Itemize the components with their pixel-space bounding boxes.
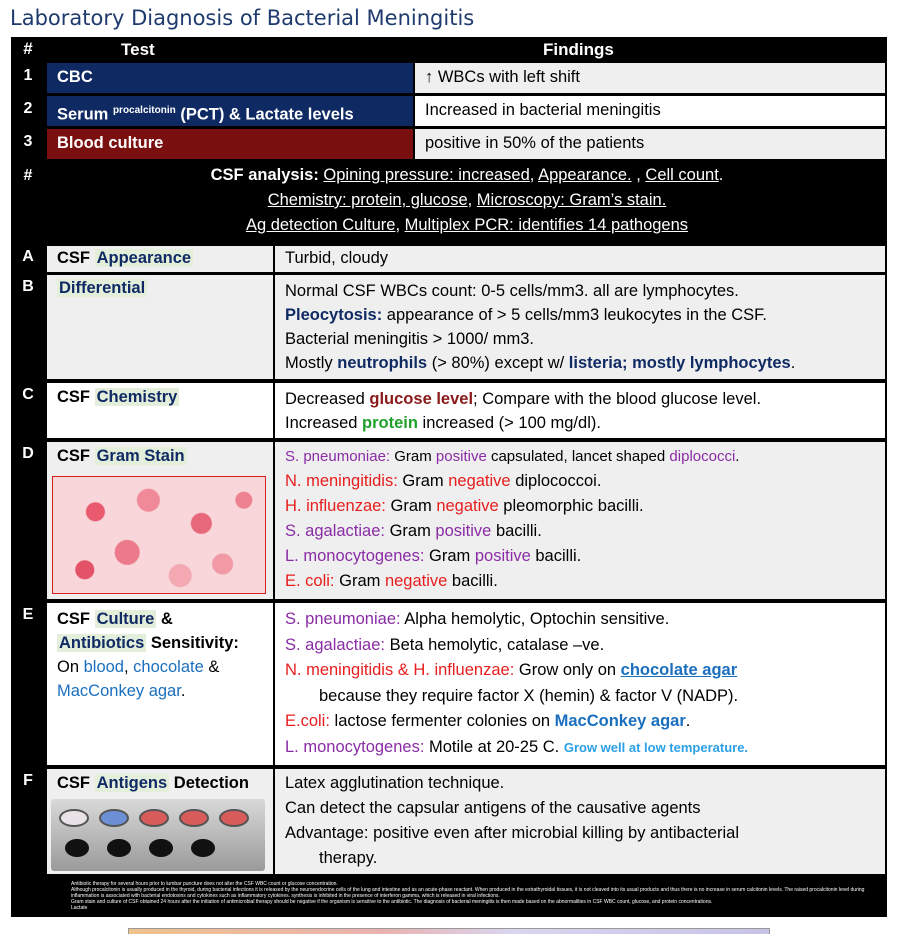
row-num: 3 [23, 133, 33, 150]
test-differential: Differential [47, 275, 273, 379]
row-d [11, 442, 887, 599]
test-blood-culture: Blood culture [47, 129, 413, 159]
test-gram-stain: CSF Gram Stain [47, 442, 273, 599]
latex-agglutination-card [51, 799, 265, 871]
finding-gram-stain: S. pneumoniae: Gram positive capsulated, lancet shaped diplococci. N. meningitidis: Gram negative diplococcoi. H. influenzae: Gram negative pleomorphic bacilli. S. agalactiae: Gram positive bacilli. L. monocytogenes: Gram positive bacilli. E. coli: Gram negative bacilli. [275, 442, 885, 599]
row-num: # [23, 167, 33, 184]
finding-appearance: Turbid, cloudy [275, 246, 885, 272]
row-num: B [22, 278, 34, 295]
row-f [11, 769, 887, 874]
test-cbc: CBC [47, 63, 413, 93]
finding-cbc: ↑ WBCs with left shift [415, 63, 885, 93]
row-num: D [22, 445, 34, 462]
page-title: Laboratory Diagnosis of Bacterial Meningitis [10, 6, 475, 30]
test-appearance: CSF Appearance [47, 246, 273, 272]
row-csf-analysis [11, 163, 887, 242]
header-findings: Findings [543, 40, 614, 59]
row-num: C [22, 386, 34, 403]
finding-antigens: Latex agglutination technique. Can detect the capsular antigens of the causative agents Advantage: positive even after microbial killing by antibacterial therapy. [275, 769, 885, 874]
next-figure-strip [128, 928, 770, 934]
row-cbc [11, 63, 887, 93]
finding-blood-culture: positive in 50% of the patients [415, 129, 885, 159]
header-num: # [23, 39, 33, 58]
footnote: Antibiotic therapy for several hours prior to lumbar puncture does not alter the CSF WBC count or glucose concentration. Although procalcitonin is usually produced in the thyroid, during bacterial infections it is released by the neuroendocrine cells of the lung and intestine and as an acute-phase reactant. When produced in the extrathyroidal tissues, it is not cleaved into its usual products and thus there is no increase in serum calcitonin levels. The raised procalcitonin level during inflammation is associated with bacterial endotoxins and cytokines such as inflammatory cytokines. synthesis is inhibited in the presence of interferon gamma, which is released in viral infections. Gram stain and culture of CSF obtained 24 hours after the initiation of antimicrobial therapy should be negative if the organism is sensitive to the antibiotic. The diagnosis of bacterial meningitis is then made based on the abnormalities in CSF WBC count, glucose, and protein concentrations. Lactate [71, 881, 865, 911]
gram-stain-micrograph [52, 476, 266, 594]
row-num: 1 [23, 67, 33, 84]
row-blood-culture [11, 129, 887, 159]
diagnosis-table [11, 37, 887, 917]
row-e [11, 603, 887, 765]
row-b [11, 275, 887, 379]
csf-analysis-summary: CSF analysis: Opining pressure: increased, Appearance. , Cell count. Chemistry: protein, glucose, Microscopy: Gram’s stain. Ag detection Culture, Multiplex PCR: identifies 14 pathogens [210, 166, 724, 234]
row-a [11, 246, 887, 272]
row-c [11, 383, 887, 438]
row-pct [11, 96, 887, 126]
test-antigens: CSF Antigens Detection [47, 769, 273, 874]
row-num: E [22, 606, 34, 623]
row-num: F [23, 772, 33, 789]
test-culture: CSF Culture & Antibiotics Sensitivity: On blood, chocolate & MacConkey agar. [47, 603, 273, 765]
test-chemistry: CSF Chemistry [47, 383, 273, 438]
table-header [11, 37, 887, 59]
finding-differential: Normal CSF WBCs count: 0-5 cells/mm3. all are lymphocytes. Pleocytosis: appearance of > 5 cells/mm3 leukocytes in the CSF. Bacterial meningitis > 1000/ mm3. Mostly neutrophils (> 80%) except w/ listeria; mostly lymphocytes. [275, 275, 885, 379]
row-num: A [22, 248, 34, 265]
row-num: 2 [23, 100, 33, 117]
header-test: Test [121, 40, 155, 59]
finding-chemistry: Decreased glucose level; Compare with the blood glucose level. Increased protein increased (> 100 mg/dl). [275, 383, 885, 438]
test-pct: Serum $^{procalcitonin}$ (PCT) & Lactate levels [47, 96, 413, 126]
finding-pct: Increased in bacterial meningitis [415, 96, 885, 126]
finding-culture: S. pneumoniae: Alpha hemolytic, Optochin sensitive. S. agalactiae: Beta hemolytic, catalase –ve. N. meningitidis & H. influenzae: Grow only on chocolate agar because they require factor X (hemin) & factor V (NADP). E.coli: lactose fermenter colonies on MacConkey agar. L. monocytogenes: Motile at 20-25 C. Grow well at low temperature. [275, 603, 885, 765]
